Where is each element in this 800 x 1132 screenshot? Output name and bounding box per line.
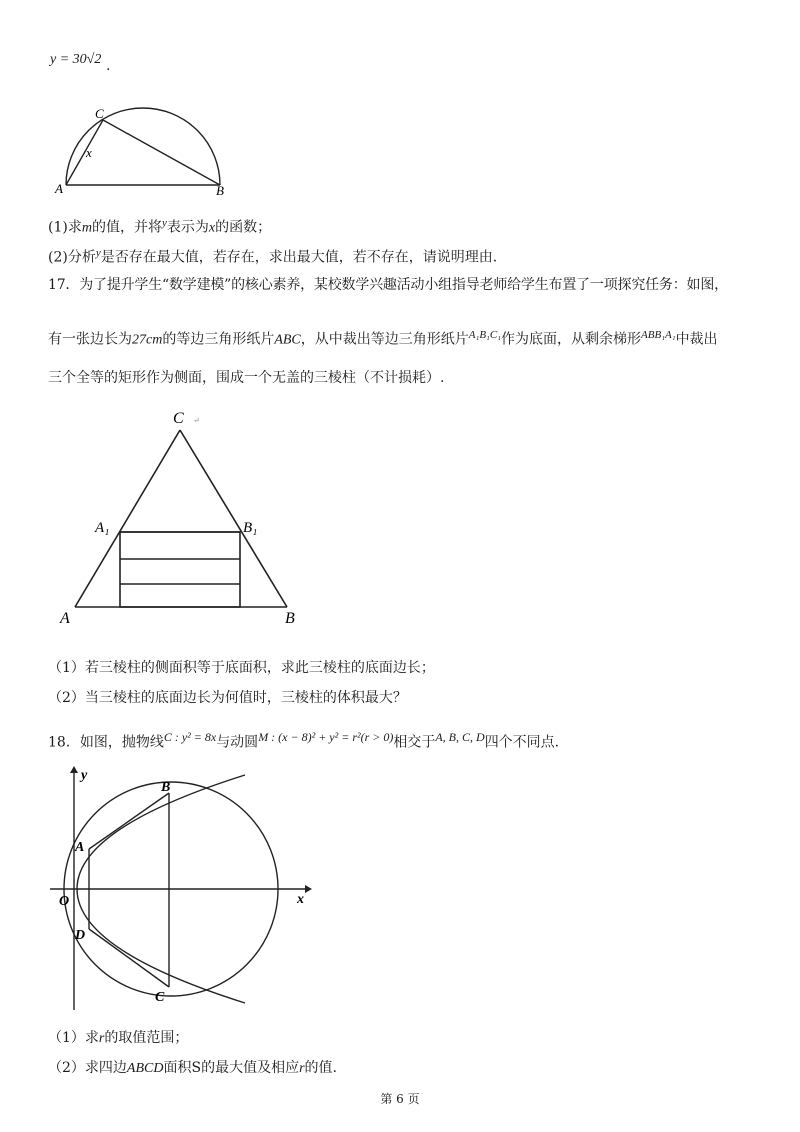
p16-question-2: (2)分析$^y$是否存在最大值，若存在，求出最大值，若不存在，请说明理由.: [48, 247, 498, 266]
p17-question-1: （1）若三棱柱的侧面积等于底面积，求此三棱柱的底面边长；: [48, 660, 435, 676]
side-cb: [180, 430, 287, 607]
return-mark: ↵: [193, 416, 200, 425]
p18-question-1: （1）求r的取值范围；: [48, 1030, 189, 1046]
label-a1: A₁: [95, 520, 110, 536]
chord-ac: [66, 120, 103, 185]
p17-line-3: 三个全等的矩形作为侧面，围成一个无盖的三棱柱（不计损耗）.: [48, 370, 445, 386]
y-axis-arrow: [70, 766, 78, 773]
side-ac: [75, 430, 180, 607]
semicircle-figure: [50, 100, 240, 200]
x-axis-arrow: [305, 885, 312, 893]
label-a: A: [75, 840, 85, 855]
label-c: C: [173, 410, 184, 427]
formula-y-value: y = 30√2: [50, 52, 102, 67]
parabola-circle-figure: [45, 765, 320, 1015]
p17-line-1: 17．为了提升学生“数学建模”的核心素养，某校数学兴趣活动小组指导老师给学生布置了一项探究任务：如图，: [48, 277, 728, 293]
p17-question-2: （2）当三棱柱的底面边长为何值时，三棱柱的体积最大？: [48, 690, 407, 706]
label-b1: B₁: [243, 520, 258, 536]
label-b: B: [216, 183, 224, 198]
p16-question-1: (1)求m的值，并将$^y$表示为x的函数；: [48, 217, 272, 236]
label-c: C: [95, 106, 104, 121]
segment-ab: [89, 793, 169, 849]
label-y: y: [81, 768, 88, 783]
label-b: B: [285, 610, 295, 627]
formula-period: .: [106, 58, 111, 74]
label-a: A: [60, 610, 70, 627]
label-x: x: [86, 145, 92, 160]
label-b: B: [161, 780, 171, 795]
segment-dc: [89, 929, 169, 987]
label-o: O: [59, 894, 70, 909]
label-d: D: [75, 928, 86, 943]
label-x: x: [297, 892, 304, 907]
label-a: A: [55, 181, 63, 196]
chord-cb: [103, 120, 220, 185]
p18-question-2: （2）求四边ABCD面积S的最大值及相应r的值.: [48, 1060, 337, 1076]
p18-statement: 18．如图，抛物线$^{C : y^2 = 8x}$与动圆$^{M : (x - 8)^2 + y^2 = r^2(r > 0)}$相交于$^{A, B, C, D}$四个不同点.: [48, 730, 560, 751]
label-c: C: [155, 990, 165, 1005]
page-number: 第 6 页: [380, 1092, 420, 1106]
triangle-figure: [55, 405, 315, 635]
p17-line-2: 有一张边长为27cm的等边三角形纸片ABC，从中裁出等边三角形纸片$^{A_1B_1C_1}$作为底面，从剩余梯形$^{ABB_1A_1}$中裁出: [48, 329, 718, 348]
rectangle-stack: [120, 532, 240, 607]
